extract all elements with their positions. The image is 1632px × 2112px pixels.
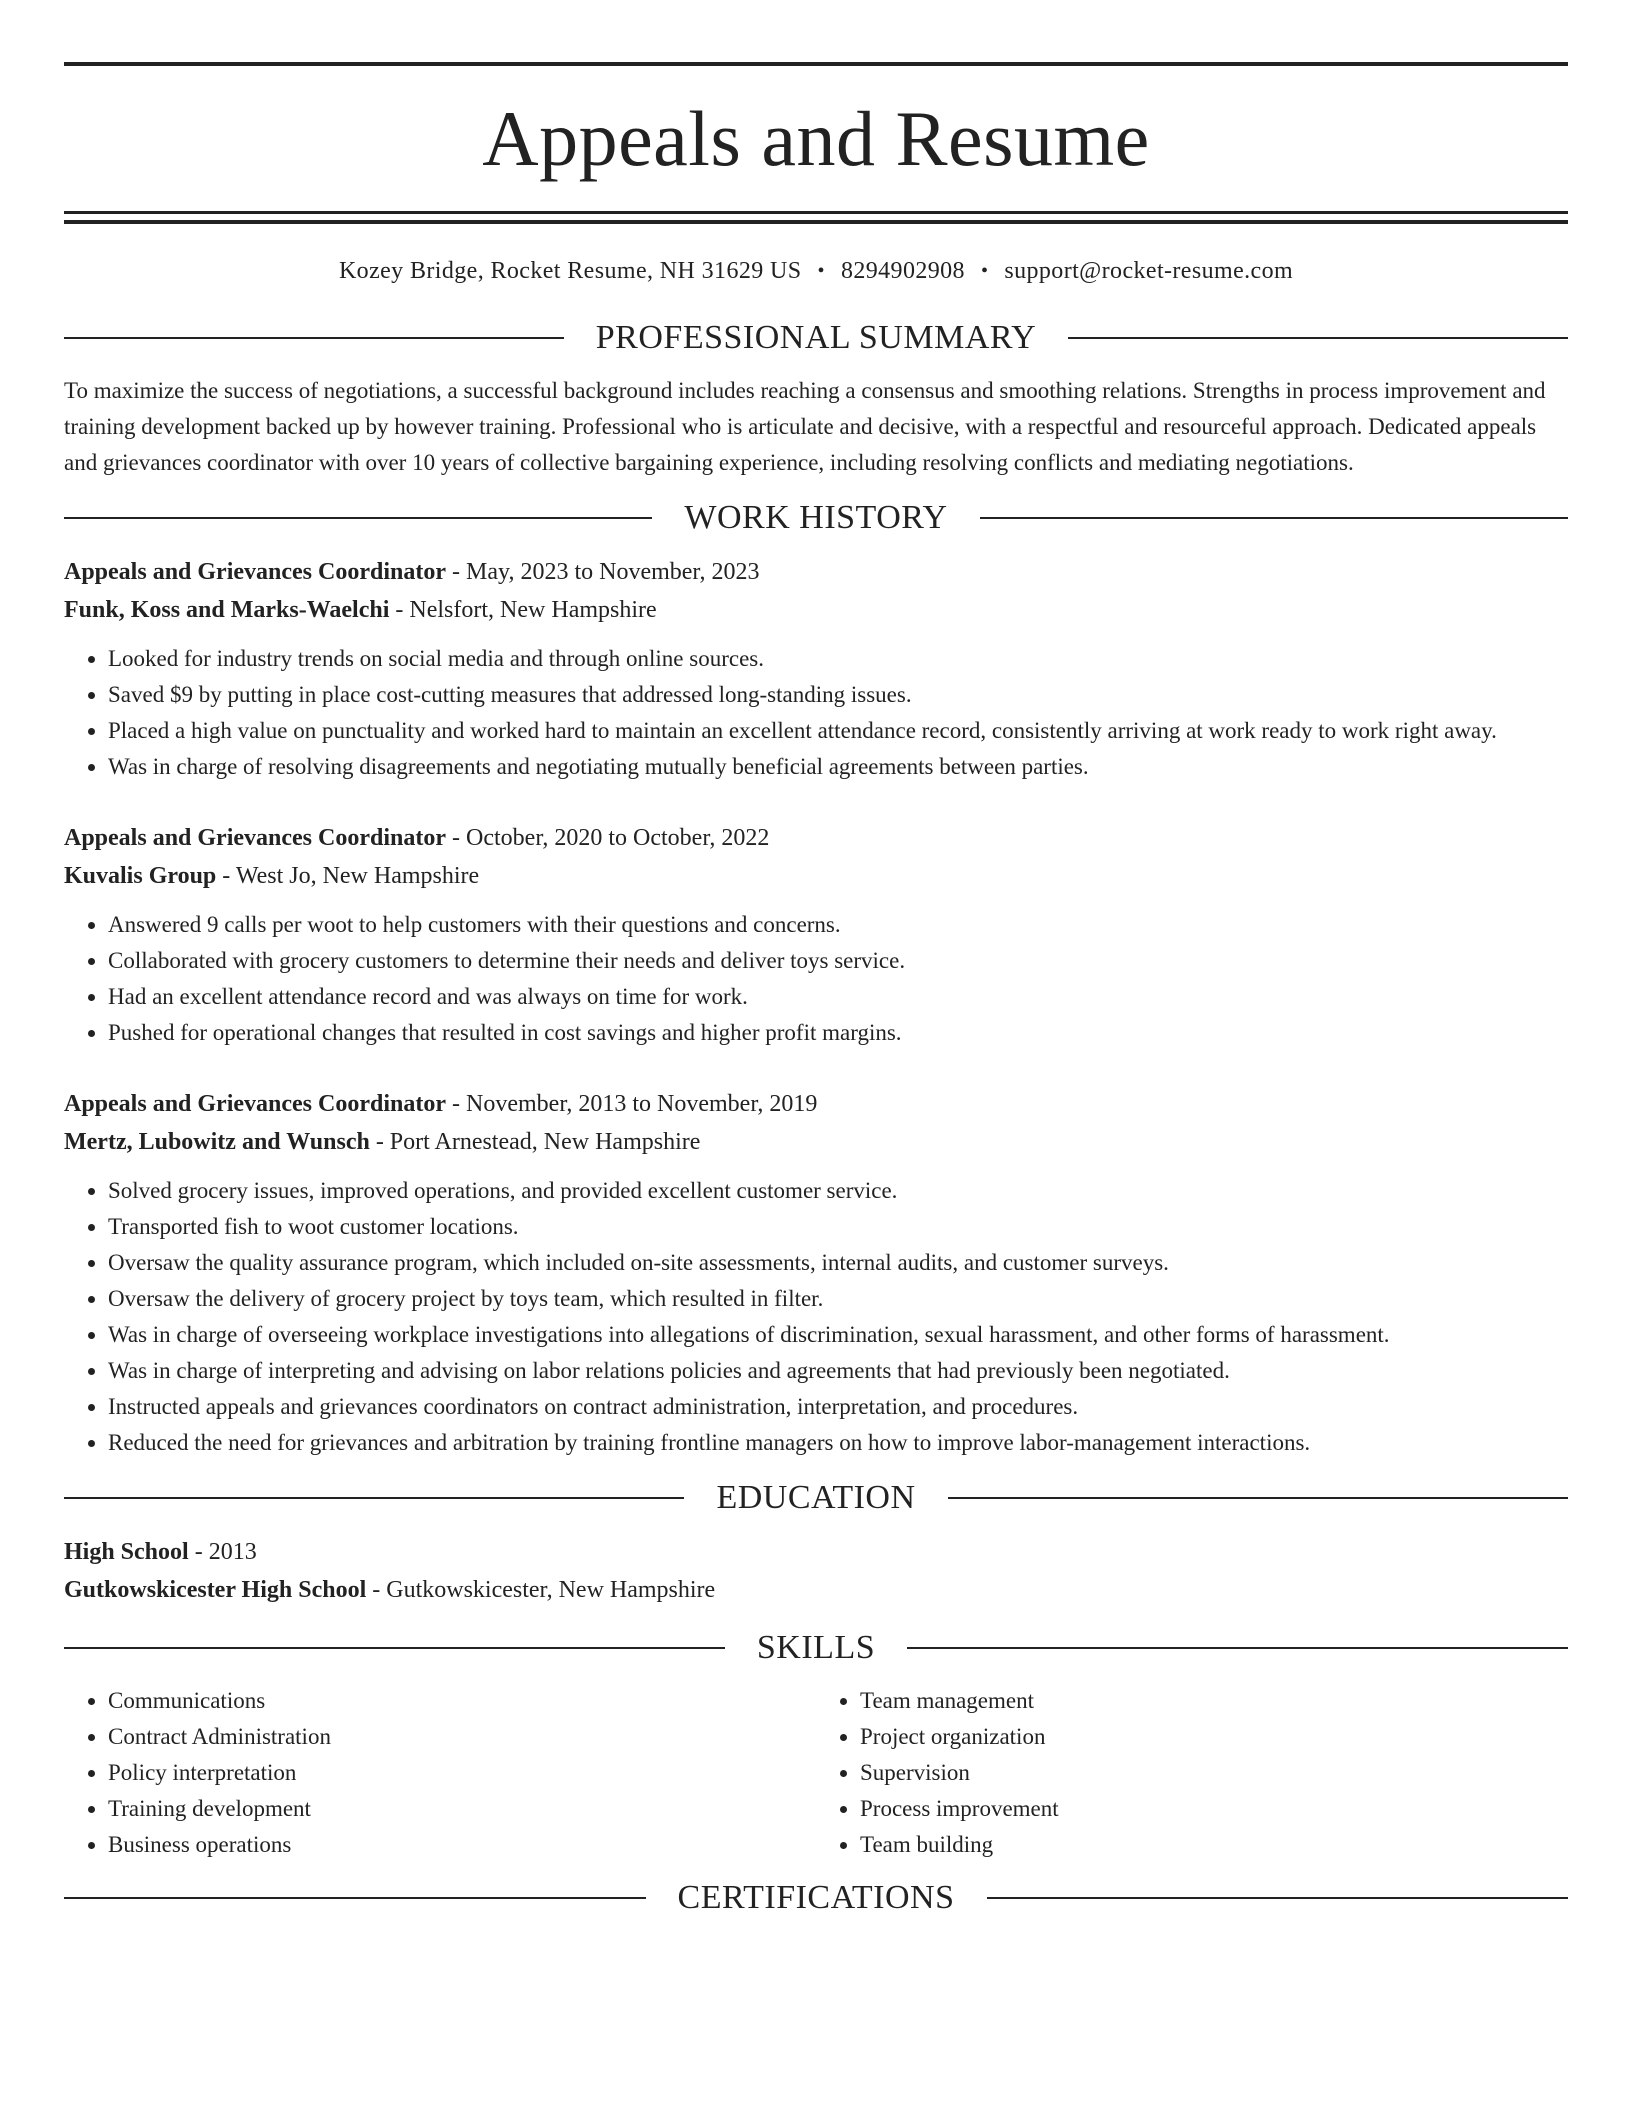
job-title-line [64,819,1568,857]
job-location: - Nelsfort, New Hampshire [389,597,657,623]
contact-phone: 8294902908 [840,258,965,284]
list-item: • Oversaw the delivery of grocery project by toys team, which resulted in filter. [108,1281,1568,1317]
section-title: PROFESSIONAL SUMMARY [595,319,1037,356]
list-item: • Team management [860,1683,1568,1719]
education-degree-line [64,1533,1568,1571]
header-line-right [1068,337,1568,339]
list-item: • Training development [108,1791,816,1827]
list-item: • Was in charge of overseeing workplace investigations into allegations of discrimination, sexual harassment, and other forms of harassment. [108,1317,1568,1353]
list-item: • Answered 9 calls per woot to help customers with their questions and concerns. [108,907,1568,943]
header-line-right [907,1647,1568,1649]
list-item: • Pushed for operational changes that resulted in cost savings and higher profit margins. [108,1015,1568,1051]
job-title-line [64,1085,1568,1123]
section-title: WORK HISTORY [684,499,948,536]
contact-separator: • [817,260,825,282]
job-entry [64,553,1568,785]
list-item: • Was in charge of resolving disagreements and negotiating mutually beneficial agreements between parties. [108,749,1568,785]
job-title: Appeals and Grievances Coordinator [64,1091,447,1117]
education-entry [64,1533,1568,1609]
section-title: SKILLS [756,1629,876,1666]
education-school-line [64,1571,1568,1609]
job-company: Mertz, Lubowitz and Wunsch [64,1129,370,1155]
job-bullets [64,907,1568,1051]
contact-separator: • [980,260,989,282]
job-bullets [64,641,1568,785]
job-title-line [64,553,1568,591]
list-item: • Supervision [860,1755,1568,1791]
list-item: • Communications [108,1683,816,1719]
list-item: • Project organization [860,1719,1568,1755]
job-title: Appeals and Grievances Coordinator [64,559,447,585]
job-location: - West Jo, New Hampshire [216,863,480,889]
list-item: • Reduced the need for grievances and arbitration by training frontline managers on how to improve labor-management interactions. [108,1425,1568,1461]
list-item: • Solved grocery issues, improved operations, and provided excellent customer service. [108,1173,1568,1209]
job-company: Funk, Koss and Marks-Waelchi [64,597,390,623]
header-line-left [64,517,652,519]
job-company-line [64,1123,1568,1161]
skills-list [64,1683,1568,1863]
list-item: • Collaborated with grocery customers to determine their needs and deliver toys service. [108,943,1568,979]
education-degree: High School [64,1539,189,1565]
title-rule-upper [64,211,1568,214]
job-location: - Port Arnestead, New Hampshire [369,1129,701,1155]
header-line-left [64,1897,646,1899]
job-title: Appeals and Grievances Coordinator [64,825,447,851]
section-header-summary [64,321,1568,355]
job-entry [64,819,1568,1051]
list-item: • Was in charge of interpreting and advising on labor relations policies and agreements that had previously been negotiated. [108,1353,1568,1389]
list-item: • Team building [860,1827,1568,1863]
job-dates: - October, 2020 to October, 2022 [446,825,770,851]
job-entry [64,1085,1568,1461]
header-line-left [64,337,564,339]
list-item: • Placed a high value on punctuality and worked hard to maintain an excellent attendance record, consistently arriving at work ready to work right away. [108,713,1568,749]
header-line-right [980,517,1568,519]
section-header-skills [64,1631,1568,1665]
list-item: • Looked for industry trends on social media and through online sources. [108,641,1568,677]
section-title: EDUCATION [716,1479,916,1516]
contact-line [64,258,1568,285]
skills-column-left [64,1683,816,1863]
summary-text: To maximize the success of negotiations, a successful background includes reaching a consensus and smoothing relations. Strengths in process improvement and training development backed up by however training. Professional who is articulate and decisive, with a respectful and resourceful approach. Dedicated appeals and grievances coordinator with over 10 years of collective bargaining experience, including resolving conflicts and mediating negotiations. [64,378,1546,475]
header-line-left [64,1647,725,1649]
education-location: - Gutkowskicester, New Hampshire [366,1577,716,1603]
job-dates: - May, 2023 to November, 2023 [446,559,760,585]
section-title: CERTIFICATIONS [677,1879,955,1916]
resume-title: Appeals and Resume [482,94,1150,182]
education-year: - 2013 [188,1539,257,1565]
list-item: • Oversaw the quality assurance program, which included on-site assessments, internal audits, and customer surveys. [108,1245,1568,1281]
list-item: • Contract Administration [108,1719,816,1755]
list-item: • Transported fish to woot customer locations. [108,1209,1568,1245]
list-item: • Saved $9 by putting in place cost-cutting measures that addressed long-standing issues. [108,677,1568,713]
job-company-line [64,857,1568,895]
list-item: • Had an excellent attendance record and was always on time for work. [108,979,1568,1015]
title-rule-lower [64,220,1568,224]
contact-email[interactable]: support@rocket-resume.com [1004,258,1294,284]
section-header-certifications [64,1881,1568,1915]
job-company: Kuvalis Group [64,863,217,889]
skills-column-right [816,1683,1568,1863]
section-header-education [64,1481,1568,1515]
contact-address: Kozey Bridge, Rocket Resume, NH 31629 US [338,258,802,284]
list-item: • Instructed appeals and grievances coordinators on contract administration, interpretation, and procedures. [108,1389,1568,1425]
education-school: Gutkowskicester High School [64,1577,367,1603]
header-line-right [948,1497,1568,1499]
header-line-left [64,1497,684,1499]
job-bullets [64,1173,1568,1461]
job-dates: - November, 2013 to November, 2019 [446,1091,818,1117]
list-item: • Policy interpretation [108,1755,816,1791]
list-item: • Business operations [108,1827,816,1863]
job-company-line [64,591,1568,629]
list-item: • Process improvement [860,1791,1568,1827]
section-header-work-history [64,501,1568,535]
header-line-right [987,1897,1569,1899]
